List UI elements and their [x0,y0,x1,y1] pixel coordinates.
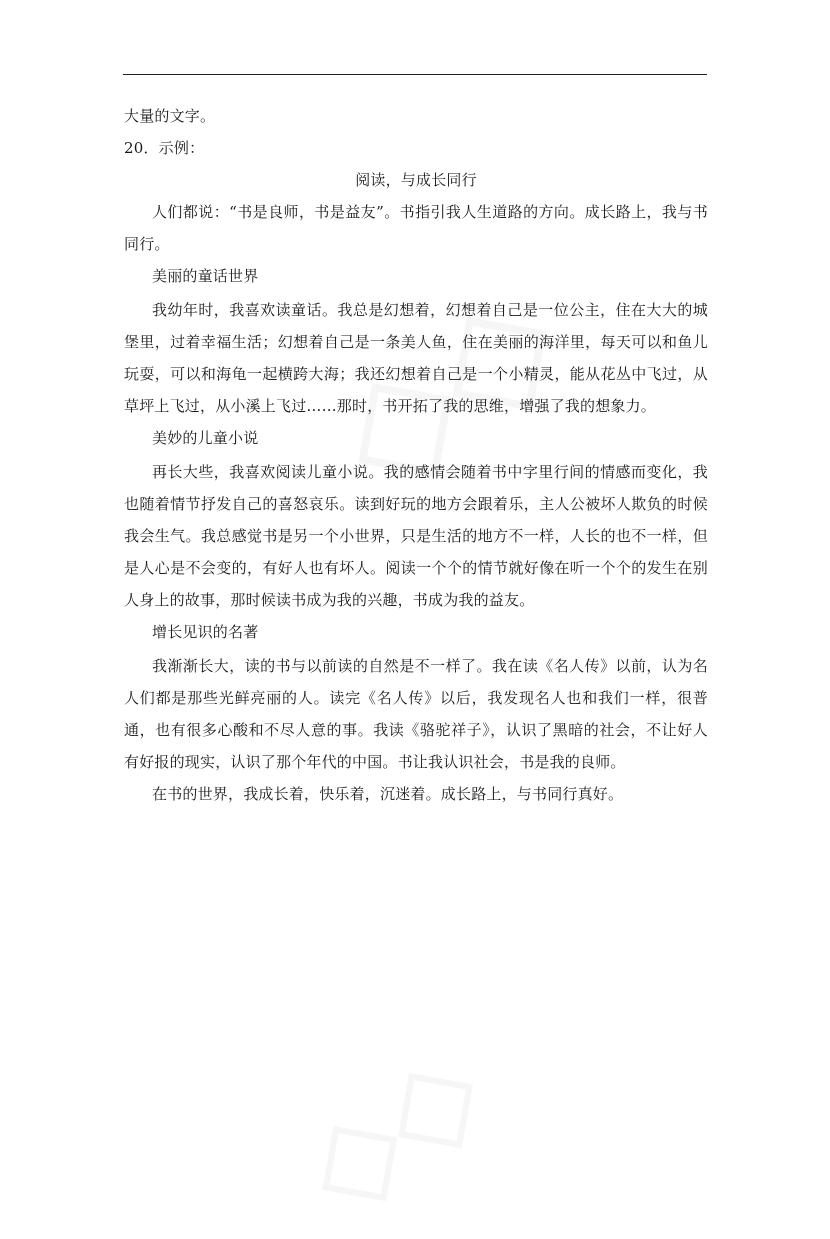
section-heading-fairy-tales: 美丽的童话世界 [152,267,259,285]
section-heading-classics: 增长见识的名著 [152,623,259,641]
section-body-fairy-tales: 我幼年时，我喜欢读童话。我总是幻想着，幻想着自己是一位公主，住在大大的城堡里，过着幸福生活；幻想着自己是一条美人鱼，住在美丽的海洋里，每天可以和鱼儿玩耍，可以和海龟一起横跨大海；我还幻想着自己是一个小精灵，能从花丛中飞过，从草坪上飞过，从小溪上飞过……那时，书开拓了我的思维，增强了我的想象力。 [124,301,708,415]
section-heading-children-novels: 美妙的儿童小说 [152,429,259,447]
section-body-classics: 我渐渐长大，读的书与以前读的自然是不一样了。我在读《名人传》以前，认为名人们都是那些光鲜亮丽的人。读完《名人传》以后，我发现名人也和我们一样，很普通，也有很多心酸和不尽人意的事。我读《骆驼祥子》，认识了黑暗的社会，不让好人有好报的现实，认识了那个年代的中国。书让我认识社会，书是我的良师。 [124,657,708,771]
opening-line: 大量的文字。 [124,107,216,125]
intro-paragraph: 人们都说：“书是良师，书是益友”。书指引我人生道路的方向。成长路上，我与书同行。 [124,203,708,253]
question-label: 20．示例： [124,139,205,157]
conclusion-paragraph: 在书的世界，我成长着，快乐着，沉迷着。成长路上，与书同行真好。 [152,785,624,803]
header-divider [123,74,707,75]
section-body-children-novels: 再长大些，我喜欢阅读儿童小说。我的感情会随着书中字里行间的情感而变化，我也随着情节抒发自己的喜怒哀乐。读到好玩的地方会跟着乐，主人公被坏人欺负的时候我会生气。我总感觉书是另一个小世界，只是生活的地方不一样，人长的也不一样，但是人心是不会变的，有好人也有坏人。阅读一个个的情节就好像在听一个个的发生在别人身上的故事，那时候读书成为我的兴趣，书成为我的益友。 [124,463,708,609]
document-body [124,100,708,810]
essay-title: 阅读，与成长同行 [355,171,477,189]
watermark-graphic-bottom [277,1020,508,1239]
